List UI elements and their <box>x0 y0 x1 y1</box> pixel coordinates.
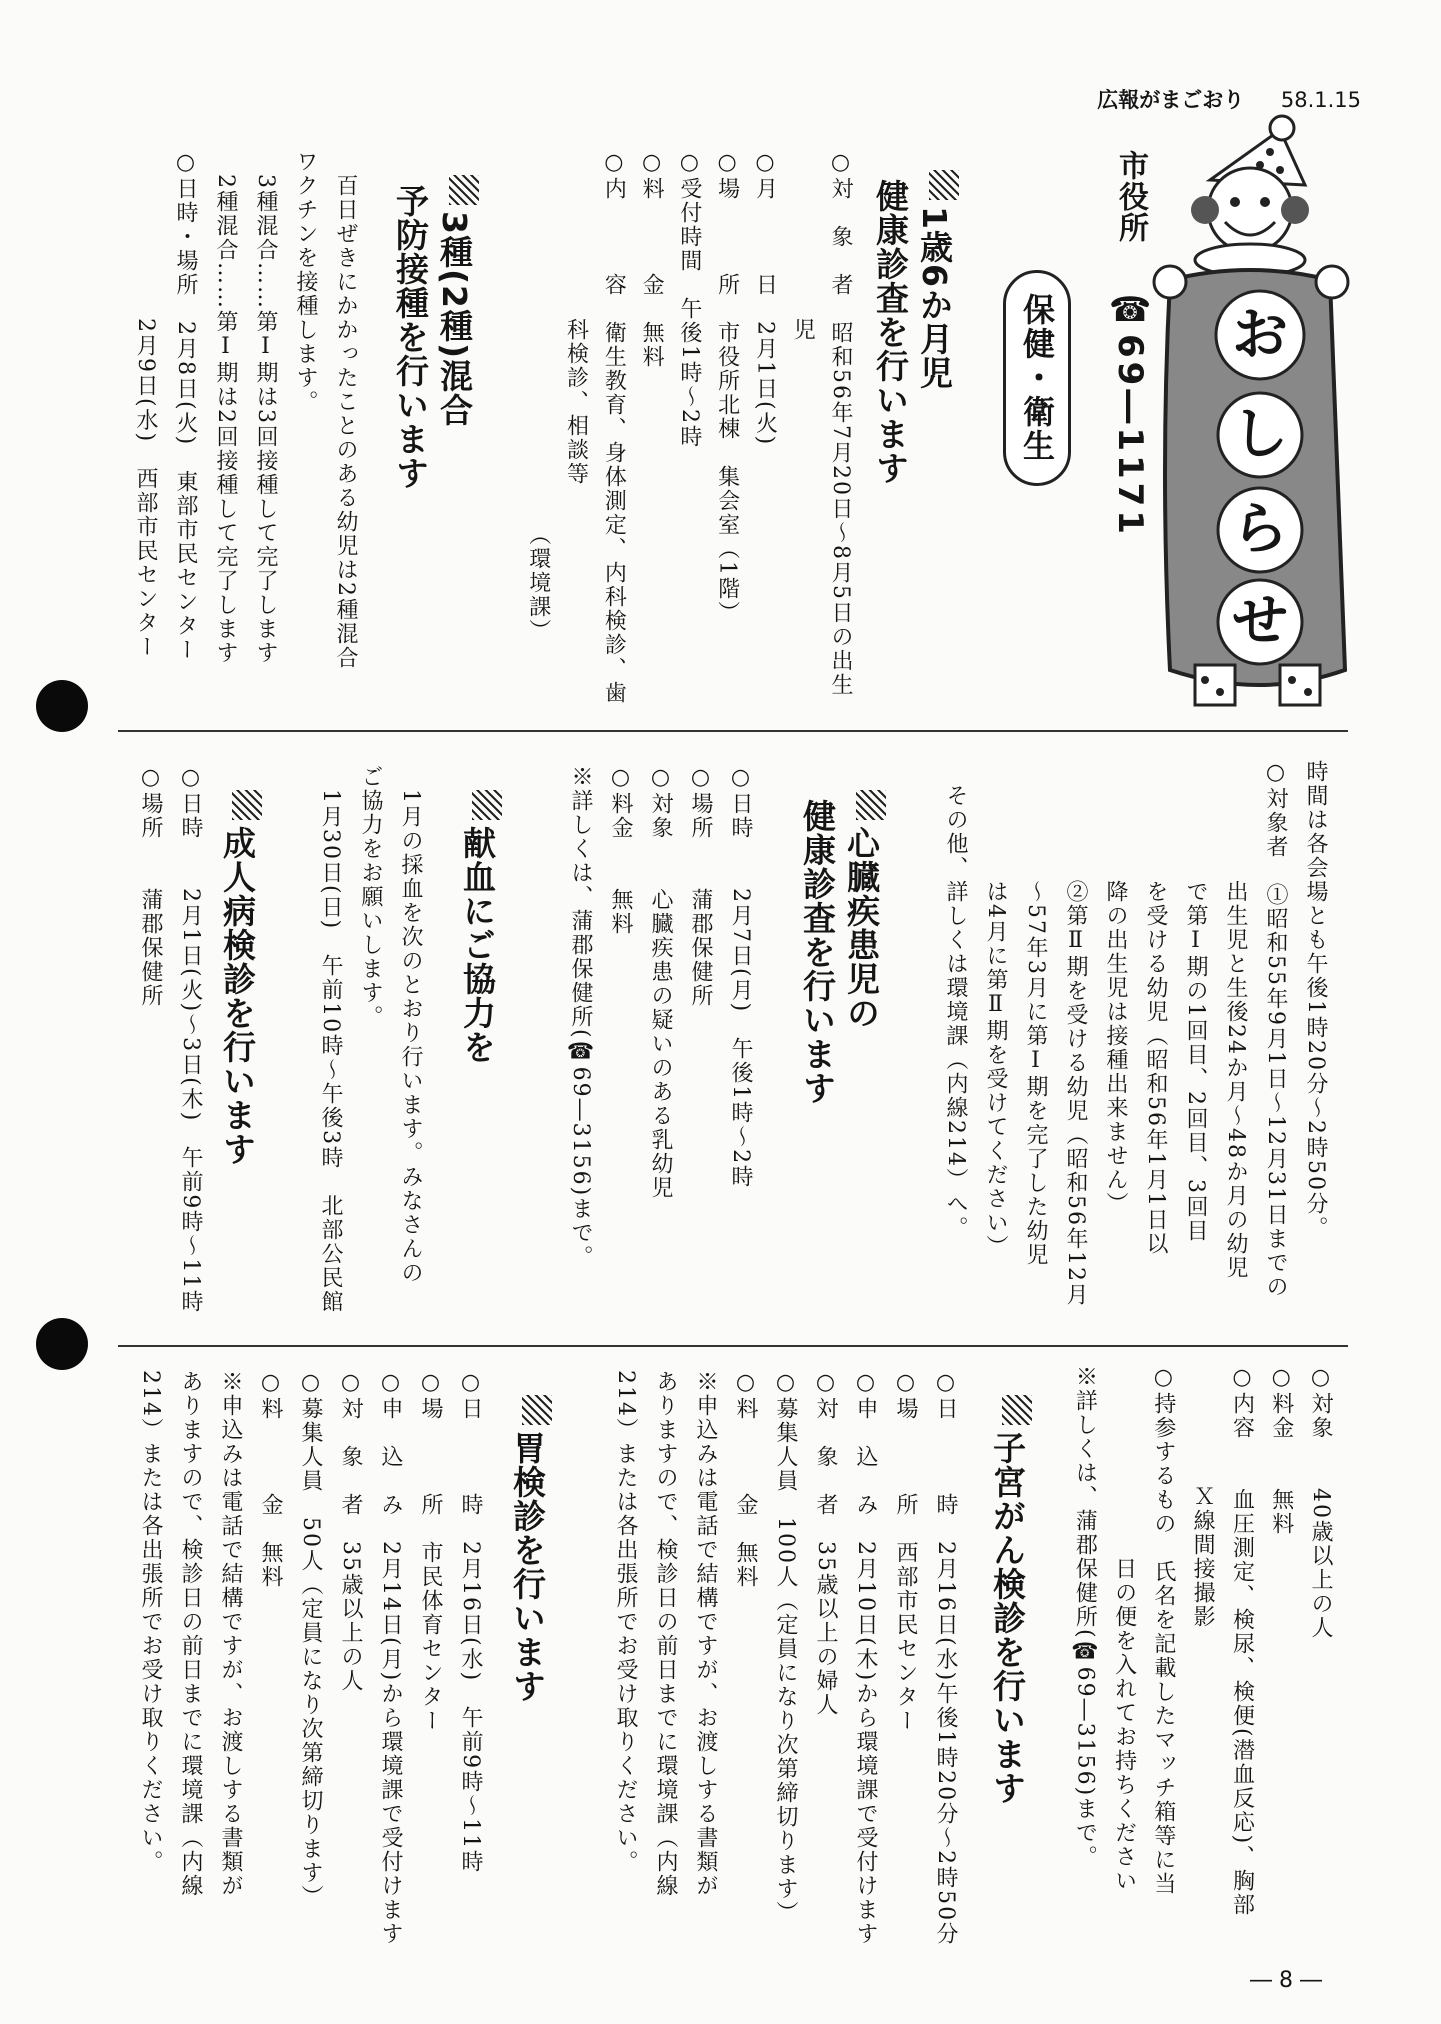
stomach-line: ○日 時 2月16日(水) 午前9時～11時 <box>458 1370 483 1875</box>
checkup-18m-body <box>520 150 860 710</box>
vaccine-cont-line: 時間は各会場とも午後1時20分～2時50分。 <box>1303 760 1328 1240</box>
vaccine-line: ワクチンを接種します。 <box>293 150 318 414</box>
stomach-title-text: 胃検診を行います <box>508 1430 547 1703</box>
checkup-18m-title <box>868 145 1003 485</box>
vaccine-cont-line: ○対象者 ①昭和55年9月1日～12月31日までの <box>1263 760 1288 1299</box>
checkup-18m-line: ○月 日 2月1日(火) <box>752 150 778 447</box>
vaccine-body <box>125 150 365 710</box>
banner-title-char-o: お <box>1232 303 1288 368</box>
heart-body <box>560 765 760 1325</box>
blood-line: 1月30日(日) 午前10時～午後3時 北部公民館 <box>318 765 343 1315</box>
section-marker-icon <box>232 790 262 820</box>
adult-title <box>215 765 306 1166</box>
blood-line: 1月の採血を次のとおり行います。みなさんの <box>398 765 423 1285</box>
publication-name: 広報がまごおり <box>1097 88 1245 112</box>
uterine-body <box>600 1370 965 1950</box>
adult-cont-line: ○持参するもの 氏名を記載したマッチ箱等に当 <box>1150 1365 1176 1896</box>
vaccine-title <box>388 150 523 490</box>
adult-cont-line: ○内容 血圧測定、検尿、検便(潜血反応)、胸部 <box>1229 1365 1255 1918</box>
uterine-line: ○日 時 2月16日(水)午後1時20分～2時50分 <box>933 1370 958 1947</box>
heart-line: ○料金 無料 <box>608 765 633 936</box>
blood-title-text: 献血にご協力を <box>458 825 497 1064</box>
section-marker-icon <box>856 790 886 820</box>
adult-cont-line: 日の便を入れてお持ちください <box>1111 1365 1137 1893</box>
section-marker-icon <box>929 170 959 200</box>
uterine-title <box>985 1370 1076 1805</box>
uterine-line: 214）または各出張所でお受け取りください。 <box>613 1370 638 1874</box>
stomach-line: ○募集人員 50人（定員になり次第締切ります） <box>298 1370 323 1909</box>
uterine-line: ○申 込 み 2月10日(木)から環境課で受付けます <box>853 1370 878 1947</box>
checkup-18m-line: ○料 金 無料 <box>639 150 665 369</box>
vaccine-cont-line: で第Ⅰ期の1回目、2回目、3回目 <box>1183 760 1208 1243</box>
stomach-line: ありますので、検診日の前日までに環境課（内線 <box>178 1370 203 1898</box>
banner-title-char-se: せ <box>1232 589 1288 654</box>
uterine-line: ありますので、検診日の前日までに環境課（内線 <box>653 1370 678 1898</box>
page-number: ― 8 ― <box>1250 1968 1322 1993</box>
banner-title-char-shi: し <box>1232 402 1288 467</box>
heart-line: ○場所 蒲郡保健所 <box>688 765 713 1008</box>
uterine-line: ○料 金 無料 <box>733 1370 758 1589</box>
section-marker-icon <box>1002 1395 1032 1425</box>
stomach-body <box>125 1370 490 1950</box>
adult-cont-body <box>1065 1365 1340 1945</box>
checkup-18m-line: ○場 所 市役所北棟 集会室（1階） <box>714 150 740 625</box>
stomach-line: ○申 込 み 2月14日(月)から環境課で受付けます <box>378 1370 403 1947</box>
checkup-18m-line: （環境課） <box>525 150 551 643</box>
checkup-18m-line: ○対 象 者 昭和56年7月20日～8月5日の出生 <box>828 150 853 697</box>
category-badge: 保健・衛生 <box>1003 270 1071 486</box>
blood-title <box>455 765 546 1064</box>
blood-body <box>305 765 430 1325</box>
vaccine-line: 3種混合……第Ⅰ期は3回接種して完了します <box>253 150 278 665</box>
stomach-line: ○場 所 市民体育センター <box>418 1370 443 1733</box>
vaccine-line: ○日時・場所 2月8日(火) 東部市民センター <box>173 150 198 663</box>
uterine-line: ○対 象 者 35歳以上の婦人 <box>813 1370 838 1717</box>
adult-cont-line: ○対象 40歳以上の人 <box>1308 1365 1333 1640</box>
adult-line: ○日時 2月1日(火)～3日(木) 午前9時～11時 <box>178 765 203 1315</box>
binding-hole-bottom <box>36 1318 88 1370</box>
vaccine-cont-line: は4月に第Ⅱ期を受けてください） <box>983 760 1008 1259</box>
vaccine-line: 百日ぜきにかかったことのある幼児は2種混合 <box>333 150 358 670</box>
adult-body <box>125 765 210 1325</box>
uterine-line: ○場 所 西部市民センター <box>893 1370 918 1733</box>
adult-line: ○場所 蒲郡保健所 <box>138 765 163 1008</box>
checkup-18m-line: 児 <box>790 150 816 342</box>
stomach-line: ○料 金 無料 <box>258 1370 283 1589</box>
uterine-line: ○募集人員 100人（定員になり次第締切ります） <box>773 1370 798 1925</box>
uterine-title-text: 子宮がん検診を行います <box>988 1430 1027 1805</box>
stomach-title <box>505 1370 596 1703</box>
blood-line: ご協力をお願いします。 <box>358 765 383 1029</box>
vaccine-line: 2種混合……第Ⅰ期は2回接種して完了します <box>213 150 238 665</box>
heart-title <box>795 765 930 1105</box>
banner-phone: ☎69―1171 <box>1110 290 1150 538</box>
checkup-18m-line: 科検診、相談等 <box>563 150 589 486</box>
section-marker-icon <box>472 790 502 820</box>
publication-date: 58.1.15 <box>1280 88 1361 112</box>
stomach-line: ※申込みは電話で結構ですが、お渡しする書類が <box>218 1370 243 1898</box>
vaccine-cont-line: 出生児と生後24か月～48か月の幼児 <box>1223 760 1248 1280</box>
checkup-18m-line: ○内 容 衛生教育、身体測定、内科検診、歯 <box>601 150 627 705</box>
checkup-18m-line: ○受付時間 午後1時～2時 <box>676 150 702 449</box>
adult-cont-line: ○料金 無料 <box>1268 1365 1294 1536</box>
divider-upper <box>118 730 1348 732</box>
heart-line: ○対象 心臓疾患の疑いのある乳幼児 <box>648 765 673 1200</box>
heart-title-text: 心臓疾患児の 健康診査を行います <box>798 799 881 1105</box>
vaccine-line: 2月9日(水) 西部市民センター <box>133 150 158 660</box>
banner-title-char-ra: ら <box>1232 497 1288 562</box>
adult-cont-line: ※詳しくは、蒲郡保健所(☎69―3156)まで。 <box>1072 1365 1098 1870</box>
binding-hole-top <box>36 680 88 732</box>
divider-lower <box>118 1345 1348 1347</box>
uterine-line: ※申込みは電話で結構ですが、お渡しする書類が <box>693 1370 718 1898</box>
vaccine-cont-line: 降の出生児は接種出来ません） <box>1103 760 1128 1216</box>
stomach-line: ○対 象 者 35歳以上の人 <box>338 1370 363 1693</box>
heart-line: ※詳しくは、蒲郡保健所(☎69―3156)まで。 <box>568 765 593 1270</box>
vaccine-cont-line: ②第Ⅱ期を受ける幼児（昭和56年12月 <box>1063 760 1088 1307</box>
vaccine-cont-line: を受ける幼児（昭和56年1月1日以 <box>1143 760 1168 1256</box>
adult-title-text: 成人病検診を行います <box>218 825 257 1166</box>
section-marker-icon <box>449 175 479 205</box>
section-marker-icon <box>522 1395 552 1425</box>
adult-cont-line: Ｘ線間接撮影 <box>1190 1365 1216 1629</box>
vaccine-cont-line: ～57年3月に第Ⅰ期を完了した幼児 <box>1023 760 1048 1267</box>
heart-line: ○日時 2月7日(月) 午後1時～2時 <box>728 765 753 1190</box>
banner-office: 市役所 <box>1113 150 1148 243</box>
stomach-line: 214）または各出張所でお受け取りください。 <box>138 1370 163 1874</box>
vaccine-cont-line: その他、詳しくは環境課（内線214）へ。 <box>943 760 968 1240</box>
vaccine-cont-body <box>905 760 1335 1330</box>
vaccine-title-text: 3種(2種)混合 予防接種を行います <box>391 184 474 490</box>
checkup-18m-title-text: 1歳6か月児 健康診査を行います <box>871 179 954 485</box>
